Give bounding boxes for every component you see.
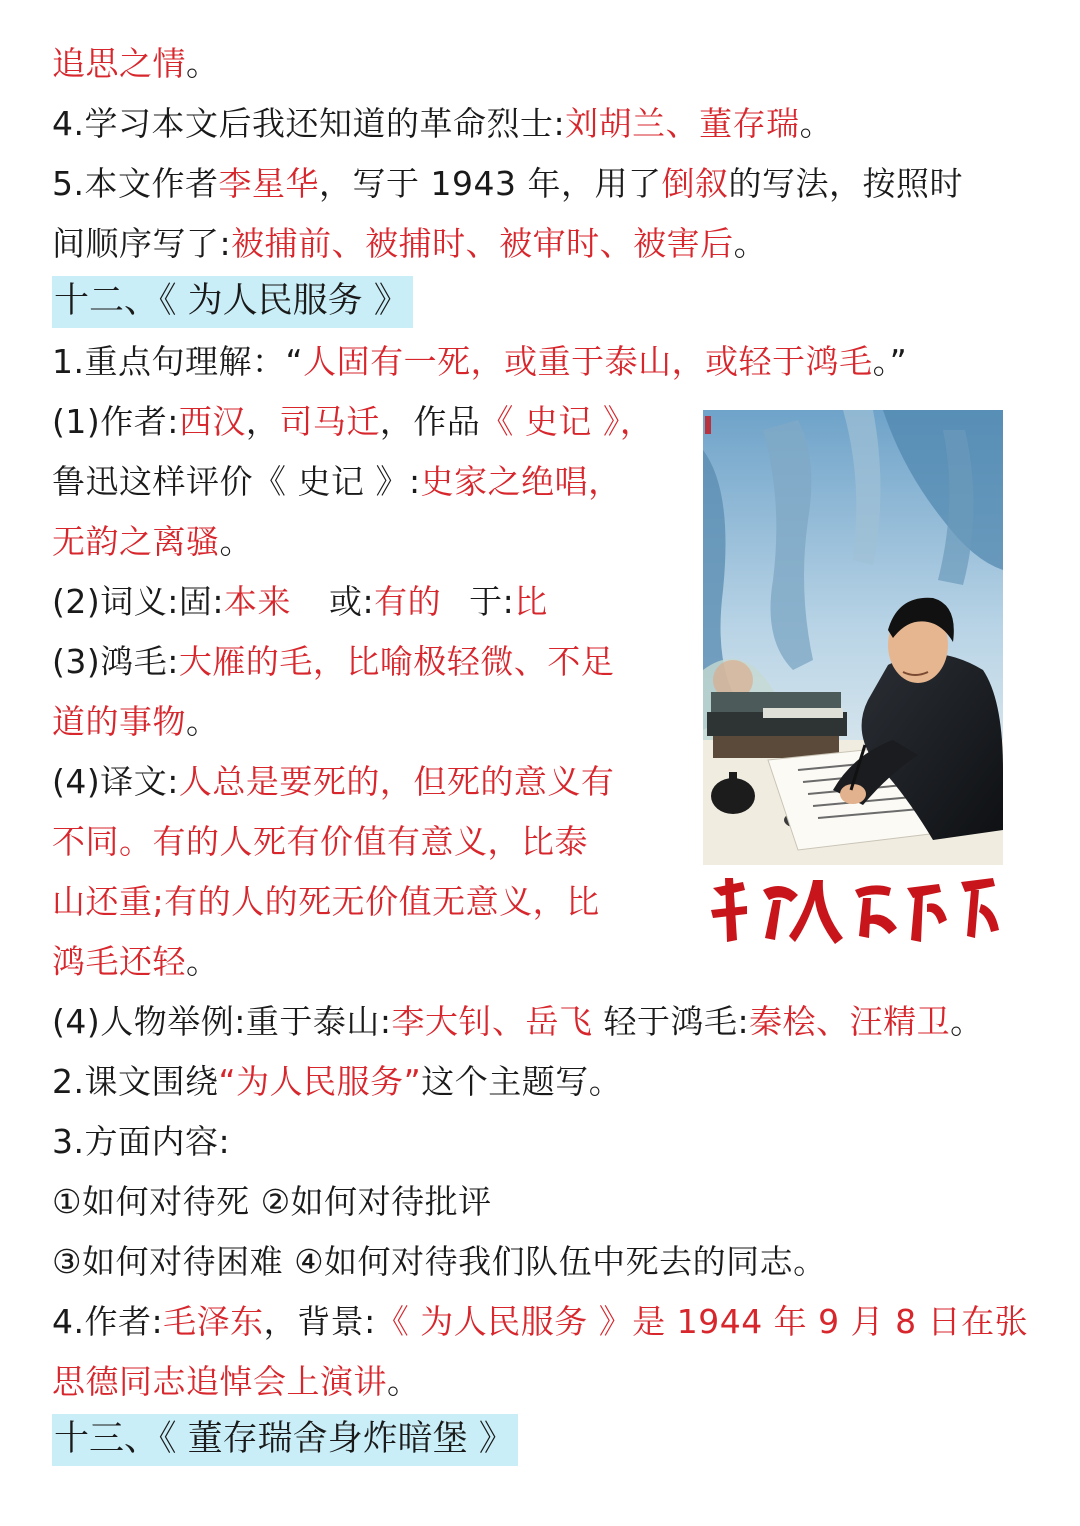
text-line-3: 5.本文作者李星华，写于 1943 年，用了倒叙的写法，按照时 bbox=[52, 164, 963, 203]
text-line-14: 不同。有的人死有价值有意义，比泰 bbox=[52, 822, 588, 861]
answer-text: 追思之情 bbox=[52, 44, 186, 83]
text-line-12: 道的事物。 bbox=[52, 702, 220, 741]
answer-text: 倒叙 bbox=[661, 164, 729, 203]
answer-text: 人固有一死，或重于泰山，或轻于鸿毛 bbox=[303, 342, 873, 381]
text-line-16: 鸿毛还轻。 bbox=[52, 942, 220, 981]
writing-man-illustration bbox=[703, 410, 1003, 955]
text-line-8: 鲁迅这样评价《 史记 》:史家之绝唱， bbox=[52, 462, 622, 501]
text-line-18: 2.课文围绕“为人民服务”这个主题写。 bbox=[52, 1062, 623, 1101]
text-line-2: 4.学习本文后我还知道的革命烈士:刘胡兰、董存瑞。 bbox=[52, 104, 834, 143]
text-line-1: 追思之情。 bbox=[52, 44, 220, 83]
answer-text: 李星华 bbox=[218, 164, 319, 203]
text-line-4: 间顺序写了:被捕前、被捕时、被审时、被害后。 bbox=[52, 224, 768, 263]
text-line-19: 3.方面内容: bbox=[52, 1122, 231, 1161]
text-line-21: ③如何对待困难 ④如何对待我们队伍中死去的同志。 bbox=[52, 1242, 827, 1281]
section-heading-12: 十二、《 为人民服务 》 bbox=[52, 276, 413, 328]
text-line-10: (2)词义:固:本来 或:有的 于:比 bbox=[52, 582, 548, 621]
answer-text: 被捕前、被捕时、被审时、被害后 bbox=[231, 224, 734, 263]
text-line-13: (4)译文:人总是要死的，但死的意义有 bbox=[52, 762, 615, 801]
text-line-23: 思德同志追悼会上演讲。 bbox=[52, 1362, 421, 1401]
text-line-9: 无韵之离骚。 bbox=[52, 522, 253, 561]
text-line-22: 4.作者:毛泽东，背景:《 为人民服务 》是 1944 年 9 月 8 日在张 bbox=[52, 1302, 1029, 1341]
text-line-15: 山还重;有的人的死无价值无意义，比 bbox=[52, 882, 600, 921]
text-line-7: (1)作者:西汉，司马迁，作品《 史记 》， bbox=[52, 402, 654, 441]
section-heading-13: 十三、《 董存瑞舍身炸暗堡 》 bbox=[52, 1414, 518, 1466]
text-line-11: (3)鸿毛:大雁的毛，比喻极轻微、不足 bbox=[52, 642, 615, 681]
text-line-20: ①如何对待死 ②如何对待批评 bbox=[52, 1182, 492, 1221]
text-line-6: 1.重点句理解：“人固有一死，或重于泰山，或轻于鸿毛。” bbox=[52, 342, 908, 381]
text-line-17: (4)人物举例:重于泰山:李大钊、岳飞 轻于鸿毛:秦桧、汪精卫。 bbox=[52, 1002, 984, 1041]
answer-text: 刘胡兰、董存瑞 bbox=[565, 104, 800, 143]
